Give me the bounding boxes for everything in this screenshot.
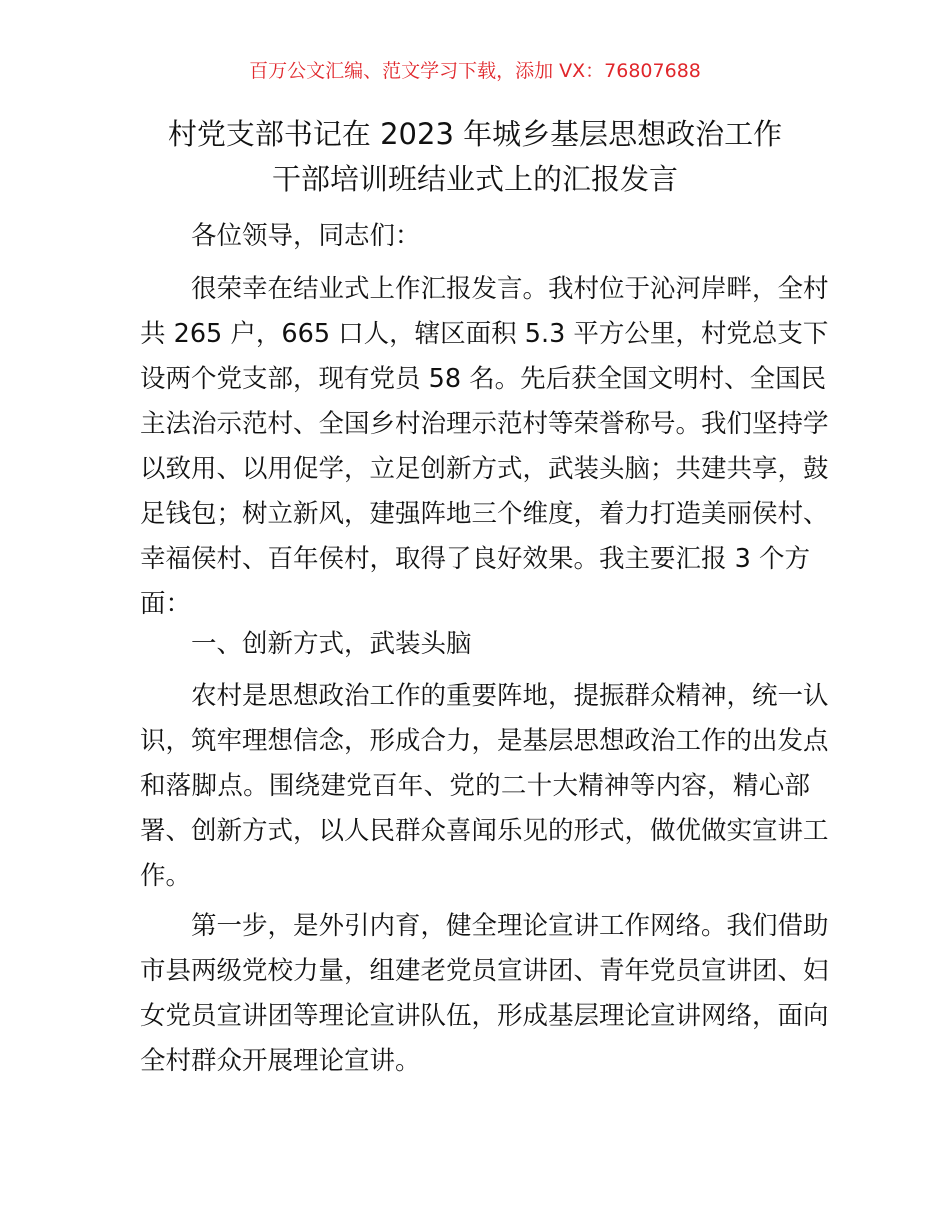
paragraph-line: 面： bbox=[140, 589, 192, 619]
title-line-1: 村党支部书记在 2023 年城乡基层思想政治工作 bbox=[167, 117, 783, 151]
paragraph-line: 很荣幸在结业式上作汇报发言。我村位于沁河岸畔，全村 bbox=[191, 274, 829, 304]
title-line-2: 干部培训班结业式上的汇报发言 bbox=[271, 162, 678, 196]
paragraph-line: 女党员宣讲团等理论宣讲队伍，形成基层理论宣讲网络，面向 bbox=[140, 1001, 829, 1031]
document-title bbox=[130, 112, 820, 202]
paragraph-line: 以致用、以用促学，立足创新方式，武装头脑；共建共享，鼓 bbox=[140, 454, 829, 484]
paragraph-intro bbox=[140, 267, 829, 627]
paragraph-line: 和落脚点。围绕建党百年、党的二十大精神等内容，精心部 bbox=[140, 771, 810, 801]
paragraph-line: 全村群众开展理论宣讲。 bbox=[140, 1046, 421, 1076]
paragraph-line: 幸福侯村、百年侯村，取得了良好效果。我主要汇报 3 个方 bbox=[140, 544, 810, 574]
section-heading-text: 一、创新方式，武装头脑 bbox=[191, 629, 472, 659]
greeting bbox=[140, 214, 810, 259]
paragraph-section-1 bbox=[140, 674, 829, 899]
paragraph-line: 市县两级党校力量，组建老党员宣讲团、青年党员宣讲团、妇 bbox=[140, 956, 829, 986]
paragraph-line: 农村是思想政治工作的重要阵地，提振群众精神，统一认 bbox=[191, 681, 829, 711]
paragraph-line: 共 265 户，665 口人，辖区面积 5.3 平方公里，村党总支下 bbox=[140, 319, 829, 349]
paragraph-line: 足钱包；树立新风，建强阵地三个维度，着力打造美丽侯村、 bbox=[140, 499, 829, 529]
greeting-text: 各位领导，同志们： bbox=[191, 221, 421, 251]
paragraph-line: 识，筑牢理想信念，形成合力，是基层思想政治工作的出发点 bbox=[140, 726, 829, 756]
watermark-banner: 百万公文汇编、范文学习下载，添加 VX：76807688 bbox=[249, 60, 701, 82]
paragraph-step-1 bbox=[140, 904, 829, 1084]
paragraph-line: 设两个党支部，现有党员 58 名。先后获全国文明村、全国民 bbox=[140, 364, 827, 394]
section-heading bbox=[140, 622, 810, 667]
paragraph-line: 主法治示范村、全国乡村治理示范村等荣誉称号。我们坚持学 bbox=[140, 409, 829, 439]
paragraph-line: 作。 bbox=[140, 861, 192, 891]
paragraph-line: 署、创新方式，以人民群众喜闻乐见的形式，做优做实宣讲工 bbox=[140, 816, 829, 846]
paragraph-line: 第一步，是外引内育，健全理论宣讲工作网络。我们借助 bbox=[191, 911, 829, 941]
